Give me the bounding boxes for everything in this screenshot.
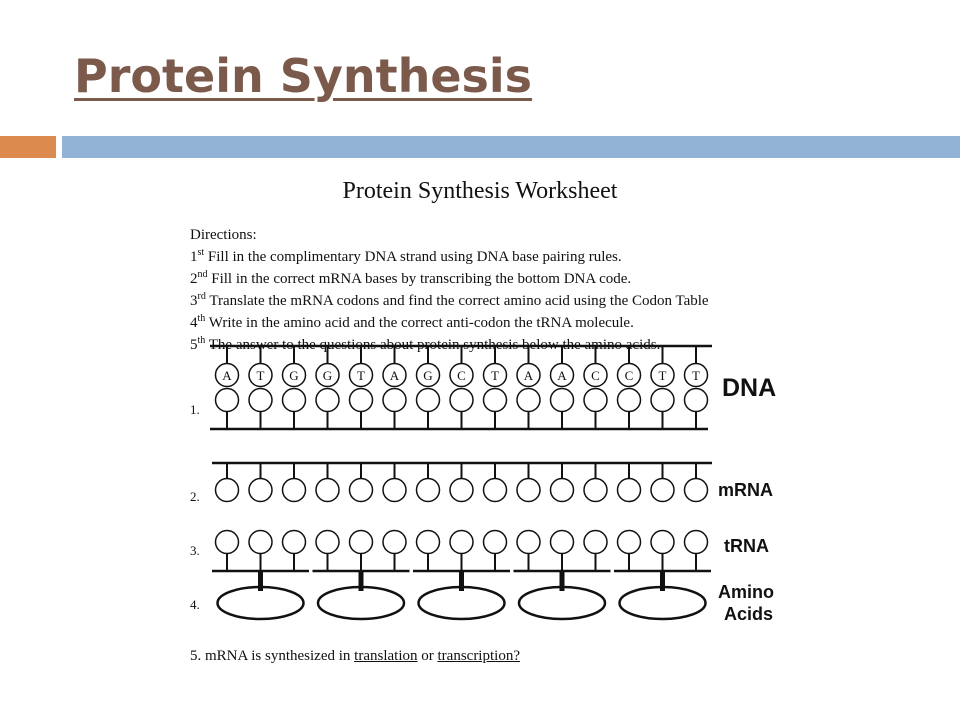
dna-base-letter: G xyxy=(289,368,299,383)
dna-base-letter: T xyxy=(658,368,667,383)
amino-acid-oval xyxy=(519,587,605,619)
mrna-blank-circle xyxy=(450,479,473,502)
dna-blank-circle xyxy=(316,389,339,412)
dna-base-letter: C xyxy=(457,368,466,383)
dna-base-letter: C xyxy=(624,368,634,383)
trna-blank-circle xyxy=(450,531,473,554)
dna-blank-circle xyxy=(283,389,306,412)
mrna-blank-circle xyxy=(216,479,239,502)
row-number: 1. xyxy=(190,402,200,417)
label-acids: Acids xyxy=(724,604,774,624)
option-translation: translation xyxy=(354,648,418,664)
mrna-blank-circle xyxy=(517,479,540,502)
trna-blank-circle xyxy=(651,531,674,554)
trna-blank-circle xyxy=(618,531,641,554)
label-amino: Amino xyxy=(718,582,774,602)
dna-bottom-strand xyxy=(210,389,708,430)
mrna-strand xyxy=(212,463,712,502)
dna-base-letter: T xyxy=(491,368,499,383)
trna-blank-circle xyxy=(685,531,708,554)
mrna-blank-circle xyxy=(283,479,306,502)
dna-base-letter: A xyxy=(389,368,400,383)
trna-molecules xyxy=(212,531,711,572)
dna-base-letter: G xyxy=(423,368,433,383)
question-5: 5. mRNA is synthesized in translation or transcription? xyxy=(190,648,520,664)
trna-blank-circle xyxy=(517,531,540,554)
amino-acids xyxy=(218,571,706,619)
dna-base-letter: T xyxy=(256,368,265,383)
mrna-blank-circle xyxy=(618,479,641,502)
directions-heading: Directions: xyxy=(190,227,257,243)
direction-step: 3rd Translate the mRNA codons and find the correct amino acid using the Codon Table xyxy=(190,291,709,309)
label-mrna: mRNA xyxy=(718,480,774,500)
mrna-blank-circle xyxy=(484,479,507,502)
trna-blank-circle xyxy=(249,531,272,554)
dna-blank-circle xyxy=(350,389,373,412)
mrna-blank-circle xyxy=(350,479,373,502)
dna-blank-circle xyxy=(551,389,574,412)
trna-blank-circle xyxy=(350,531,373,554)
label-trna: tRNA xyxy=(724,536,769,556)
trna-blank-circle xyxy=(584,531,607,554)
direction-step: 1st Fill in the complimentary DNA strand using DNA base pairing rules. xyxy=(190,247,622,265)
mrna-blank-circle xyxy=(551,479,574,502)
slide-title: Protein Synthesis xyxy=(74,49,533,103)
dna-base-letter: C xyxy=(591,368,600,383)
mrna-blank-circle xyxy=(383,479,406,502)
dna-blank-circle xyxy=(417,389,440,412)
row-number: 4. xyxy=(190,597,200,612)
dna-blank-circle xyxy=(685,389,708,412)
amino-acid-oval xyxy=(218,587,304,619)
direction-step: 2nd Fill in the correct mRNA bases by transcribing the bottom DNA code. xyxy=(190,269,632,287)
amino-acid-oval xyxy=(419,587,505,619)
label-dna: DNA xyxy=(722,374,777,402)
mrna-blank-circle xyxy=(316,479,339,502)
dna-base-letter: A xyxy=(557,368,567,383)
dna-blank-circle xyxy=(383,389,406,412)
amino-acid-oval xyxy=(318,587,404,619)
dna-top-strand xyxy=(210,346,712,387)
row-number: 2. xyxy=(190,489,200,504)
trna-blank-circle xyxy=(484,531,507,554)
trna-blank-circle xyxy=(551,531,574,554)
row-number: 3. xyxy=(190,543,200,558)
dna-blank-circle xyxy=(484,389,507,412)
worksheet-title: Protein Synthesis Worksheet xyxy=(342,178,618,204)
dna-blank-circle xyxy=(517,389,540,412)
mrna-blank-circle xyxy=(651,479,674,502)
amino-acid-oval xyxy=(620,587,706,619)
dna-base-letter: A xyxy=(222,368,232,383)
dna-blank-circle xyxy=(584,389,607,412)
option-transcription: transcription? xyxy=(437,648,520,664)
trna-blank-circle xyxy=(417,531,440,554)
dna-base-letter: G xyxy=(322,368,333,383)
dna-blank-circle xyxy=(618,389,641,412)
mrna-blank-circle xyxy=(584,479,607,502)
trna-blank-circle xyxy=(216,531,239,554)
dna-blank-circle xyxy=(651,389,674,412)
dna-blank-circle xyxy=(249,389,272,412)
trna-blank-circle xyxy=(283,531,306,554)
dna-blank-circle xyxy=(450,389,473,412)
dna-base-letter: T xyxy=(357,368,365,383)
dna-base-letter: A xyxy=(523,368,534,383)
dna-base-letter: T xyxy=(692,368,700,383)
trna-blank-circle xyxy=(316,531,339,554)
dna-blank-circle xyxy=(216,389,239,412)
mrna-blank-circle xyxy=(249,479,272,502)
mrna-blank-circle xyxy=(685,479,708,502)
trna-blank-circle xyxy=(383,531,406,554)
direction-step: 5th The answer to the questions about protein synthesis below the amino acids. xyxy=(190,335,661,353)
direction-step: 4th Write in the amino acid and the correct anti-codon the tRNA molecule. xyxy=(190,313,634,331)
mrna-blank-circle xyxy=(417,479,440,502)
